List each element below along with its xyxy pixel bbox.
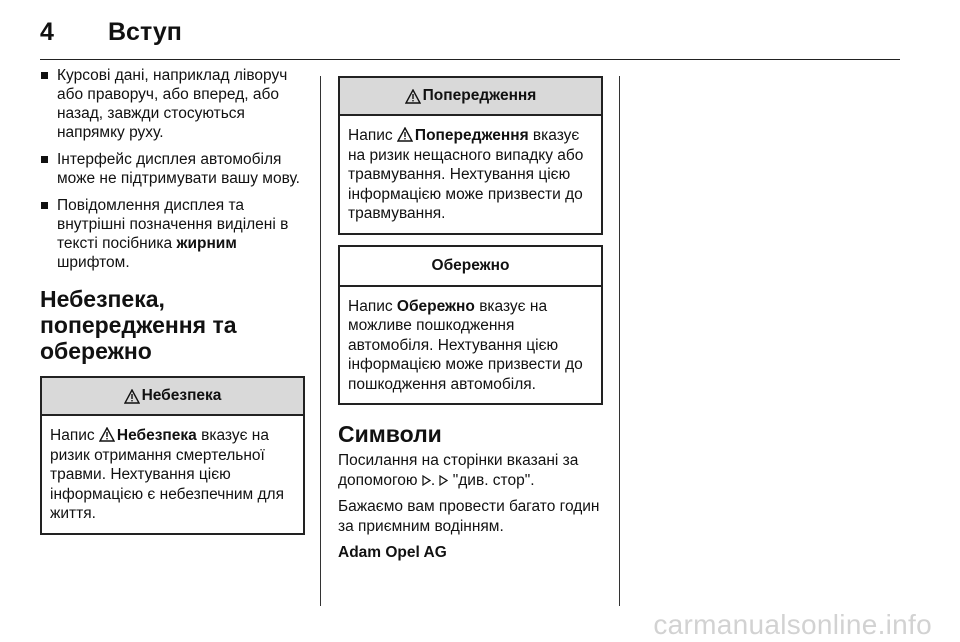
caution-box	[338, 245, 603, 406]
warning-triangle-icon	[405, 89, 421, 104]
warning-box-body: Напис Попередження вказує на ризик нещасного випадку або травмування. Нехтування цією інформацією може призвести до травмування.	[348, 127, 584, 222]
signature: Adam Opel AG	[338, 544, 447, 561]
list-item: Інтерфейс дисплея автомобіля може не підтримувати вашу мову.	[40, 150, 305, 188]
warning-triangle-icon	[397, 127, 413, 142]
danger-box-title: Небезпека	[141, 387, 222, 404]
warning-box	[338, 76, 603, 235]
list-item: Курсові дані, наприклад ліворуч або праворуч, або вперед, або назад, завжди стосуються напрямку руху.	[40, 66, 305, 142]
warning-triangle-icon	[124, 389, 140, 404]
symbols-paragraph: Посилання на сторінки вказані за допомогою . "див. стор".	[338, 452, 579, 489]
caution-box-header	[340, 247, 601, 287]
bullet-list	[40, 66, 305, 272]
page-header	[40, 12, 182, 52]
page-title: Вступ	[108, 17, 182, 46]
caution-box-title: Обережно	[431, 256, 510, 274]
left-column	[40, 66, 305, 545]
column-divider-right	[619, 76, 620, 606]
bold-term: жирним	[176, 235, 237, 252]
section-heading-hazards: Небезпека, попередження та обережно	[40, 286, 237, 364]
closing-paragraph: Бажаємо вам провести багато годин за приємним водінням.	[338, 498, 600, 535]
watermark: carmanualsonline.info	[653, 609, 932, 640]
page-reference-arrow-icon	[422, 475, 431, 486]
column-divider-left	[320, 76, 321, 606]
list-item: Повідомлення дисплея та внутрішні позначення виділені в тексті посібника жирним шрифтом.	[40, 196, 305, 272]
warning-box-title: Попередження	[422, 87, 537, 104]
warning-triangle-icon	[99, 427, 115, 442]
warning-box-header	[340, 78, 601, 116]
page-number: 4	[40, 17, 54, 46]
danger-box-header	[42, 378, 303, 416]
danger-box-body: Напис Небезпека вказує на ризик отримання смертельної травми. Нехтування цією інформацією є небезпечним для життя.	[50, 427, 284, 522]
danger-box	[40, 376, 305, 535]
header-divider	[40, 59, 900, 60]
middle-column	[338, 76, 603, 570]
section-heading-symbols: Символи	[338, 421, 442, 447]
caution-box-body: Напис Обережно вказує на можливе пошкодження автомобіля. Нехтування цією інформацією може призвести до пошкодження автомобіля.	[348, 297, 583, 393]
